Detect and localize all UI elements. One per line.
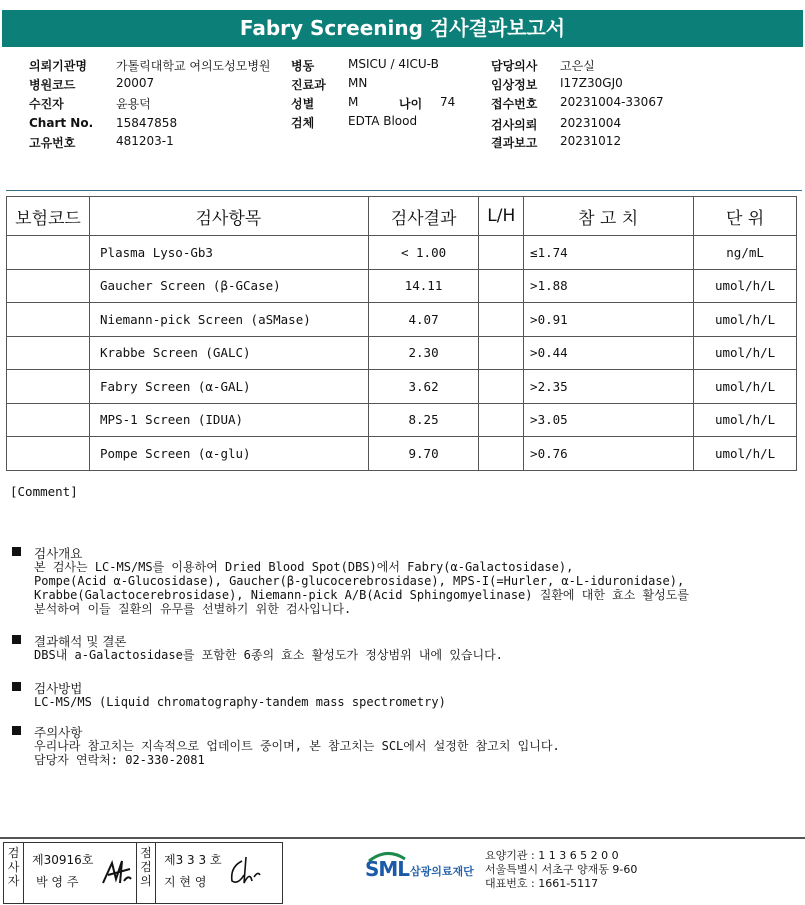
section-body: LC-MS/MS (Liquid chromatography-tandem mass spectrometry): [34, 695, 446, 709]
header-reference: 참 고 치: [524, 197, 694, 236]
cell-code: [7, 437, 90, 471]
doctor-value: 고은실: [560, 59, 595, 73]
cell-unit: ng/mL: [694, 236, 797, 270]
specimen-value: EDTA Blood: [348, 114, 418, 128]
tester-number: 제30916호: [32, 853, 94, 867]
doctor-label: 담당의사: [491, 59, 538, 73]
cell-unit: umol/h/L: [694, 370, 797, 404]
cell-lh: [479, 403, 524, 437]
header-result: 검사결과: [368, 197, 479, 236]
cell-result: 4.07: [368, 303, 479, 337]
ward-label: 병동: [291, 59, 315, 73]
tester-signature-icon: [100, 855, 134, 889]
code-label: 병원코드: [29, 78, 76, 92]
cell-code: [7, 370, 90, 404]
cell-unit: umol/h/L: [694, 269, 797, 303]
code-value: 20007: [116, 76, 155, 90]
results-table: [6, 196, 797, 471]
checker-label-text: 점검의: [140, 846, 152, 888]
patient-value: 윤용덕: [116, 97, 151, 111]
cell-lh: [479, 269, 524, 303]
cell-unit: umol/h/L: [694, 303, 797, 337]
cell-result: 2.30: [368, 336, 479, 370]
section-heading: 검사방법: [34, 681, 83, 696]
cell-item: Gaucher Screen (β-GCase): [90, 269, 369, 303]
report-date-label: 결과보고: [491, 136, 538, 150]
uid-label: 고유번호: [29, 136, 76, 150]
cell-reference: ≤1.74: [524, 236, 694, 270]
chart-value: 15847858: [116, 116, 178, 130]
cell-code: [7, 403, 90, 437]
table-row: [7, 437, 797, 471]
hospital-label: 의뢰기관명: [29, 59, 87, 73]
section-body: 우리나라 참고치는 지속적으로 업데이트 중이며, 본 참고치는 SCL에서 설정한 참고치 입니다. 담당자 연락처: 02-330-2081: [34, 739, 560, 767]
report-title: Fabry Screening 검사결과보고서: [2, 10, 803, 47]
cell-result: 8.25: [368, 403, 479, 437]
square-bullet-icon: [12, 726, 21, 735]
cell-item: Fabry Screen (α-GAL): [90, 370, 369, 404]
checker-name: 지 현 영: [164, 875, 207, 889]
uid-value: 481203-1: [116, 134, 174, 148]
header-test-item: 검사항목: [90, 197, 369, 236]
cell-reference: >0.91: [524, 303, 694, 337]
cell-result: 14.11: [368, 269, 479, 303]
checker-number: 제3 3 3 호: [164, 853, 222, 867]
square-bullet-icon: [12, 682, 21, 691]
cell-code: [7, 236, 90, 270]
table-row: [7, 370, 797, 404]
cell-lh: [479, 437, 524, 471]
section-heading: 주의사항: [34, 725, 83, 740]
receipt-value: 20231004-33067: [560, 95, 664, 109]
cell-reference: >3.05: [524, 403, 694, 437]
request-value: 20231004: [560, 116, 622, 130]
checker-label: [136, 843, 156, 903]
comment-label: [Comment]: [10, 484, 78, 499]
address: 서울특별시 서초구 양재동 9-60: [485, 863, 638, 876]
cell-lh: [479, 336, 524, 370]
tester-name: 박 영 주: [36, 875, 79, 889]
ward-value: MSICU / 4ICU-B: [348, 57, 439, 71]
table-header-row: [7, 197, 797, 236]
cell-lh: [479, 370, 524, 404]
cell-unit: umol/h/L: [694, 403, 797, 437]
header-lh: L/H: [479, 197, 524, 236]
square-bullet-icon: [12, 635, 21, 644]
dept-value: MN: [348, 76, 368, 90]
cell-reference: >0.44: [524, 336, 694, 370]
tester-label: [4, 843, 24, 903]
dept-label: 진료과: [291, 78, 326, 92]
patient-label: 수진자: [29, 97, 64, 111]
cell-item: Plasma Lyso-Gb3: [90, 236, 369, 270]
report-date-value: 20231012: [560, 134, 622, 148]
cell-result: < 1.00: [368, 236, 479, 270]
footer-divider: [0, 837, 805, 839]
institution-number: 요양기관 : 1 1 3 6 5 2 0 0: [485, 849, 619, 862]
cell-result: 9.70: [368, 437, 479, 471]
signature-box: [3, 842, 283, 904]
org-address-block: [485, 849, 637, 891]
cell-item: MPS-1 Screen (IDUA): [90, 403, 369, 437]
table-row: [7, 303, 797, 337]
request-label: 검사의뢰: [491, 118, 538, 132]
square-bullet-icon: [12, 547, 21, 556]
cell-code: [7, 269, 90, 303]
logo-text: SML: [365, 857, 410, 881]
checker-signature-icon: [226, 853, 264, 889]
section-body: DBS내 a-Galactosidase를 포함한 6종의 효소 활성도가 정상범위 내에 있습니다.: [34, 648, 503, 662]
section-body: 본 검사는 LC-MS/MS를 이용하여 Dried Blood Spot(DBS)에서 Fabry(α-Galactosidase), Pompe(Acid α-Glucosidase), Gaucher(β-glucocerebrosidase), MPS-I(=Hurler, α-L-iduronidase), Krabbe(Galactocerebrosidase), Niemann-pick A/B(Acid Sphingomyelinase) 질환에 대한 효소 활성도를 분석하여 이들 질환의 유무를 선별하기 위한 검사입니다.: [34, 560, 689, 616]
sex-label: 성별: [291, 97, 315, 111]
cell-lh: [479, 303, 524, 337]
tester-label-text: 검사자: [7, 846, 20, 888]
specimen-label: 검체: [291, 116, 315, 130]
table-row: [7, 403, 797, 437]
clinical-value: I17Z30GJ0: [560, 76, 623, 90]
cell-item: Niemann-pick Screen (aSMase): [90, 303, 369, 337]
cell-unit: umol/h/L: [694, 336, 797, 370]
age-label: 나이: [399, 97, 423, 111]
hospital-value: 가톨릭대학교 여의도성모병원: [116, 59, 271, 73]
cell-reference: >0.76: [524, 437, 694, 471]
age-value: 74: [440, 95, 456, 109]
cell-lh: [479, 236, 524, 270]
cell-unit: umol/h/L: [694, 437, 797, 471]
header-unit: 단 위: [694, 197, 797, 236]
table-row: [7, 269, 797, 303]
receipt-label: 접수번호: [491, 97, 538, 111]
table-row: [7, 336, 797, 370]
org-name: 삼광의료재단: [410, 865, 474, 878]
cell-code: [7, 303, 90, 337]
sex-value: M: [348, 95, 359, 109]
divider: [6, 190, 802, 191]
phone: 대표번호 : 1661-5117: [485, 877, 599, 890]
cell-code: [7, 336, 90, 370]
table-row: [7, 236, 797, 270]
section-heading: 검사개요: [34, 546, 83, 561]
cell-reference: >1.88: [524, 269, 694, 303]
cell-result: 3.62: [368, 370, 479, 404]
cell-item: Pompe Screen (α-glu): [90, 437, 369, 471]
cell-item: Krabbe Screen (GALC): [90, 336, 369, 370]
section-heading: 결과해석 및 결론: [34, 634, 127, 649]
clinical-label: 임상정보: [491, 78, 538, 92]
chart-label: Chart No.: [29, 116, 94, 130]
header-insurance-code: 보험코드: [7, 197, 90, 236]
cell-reference: >2.35: [524, 370, 694, 404]
